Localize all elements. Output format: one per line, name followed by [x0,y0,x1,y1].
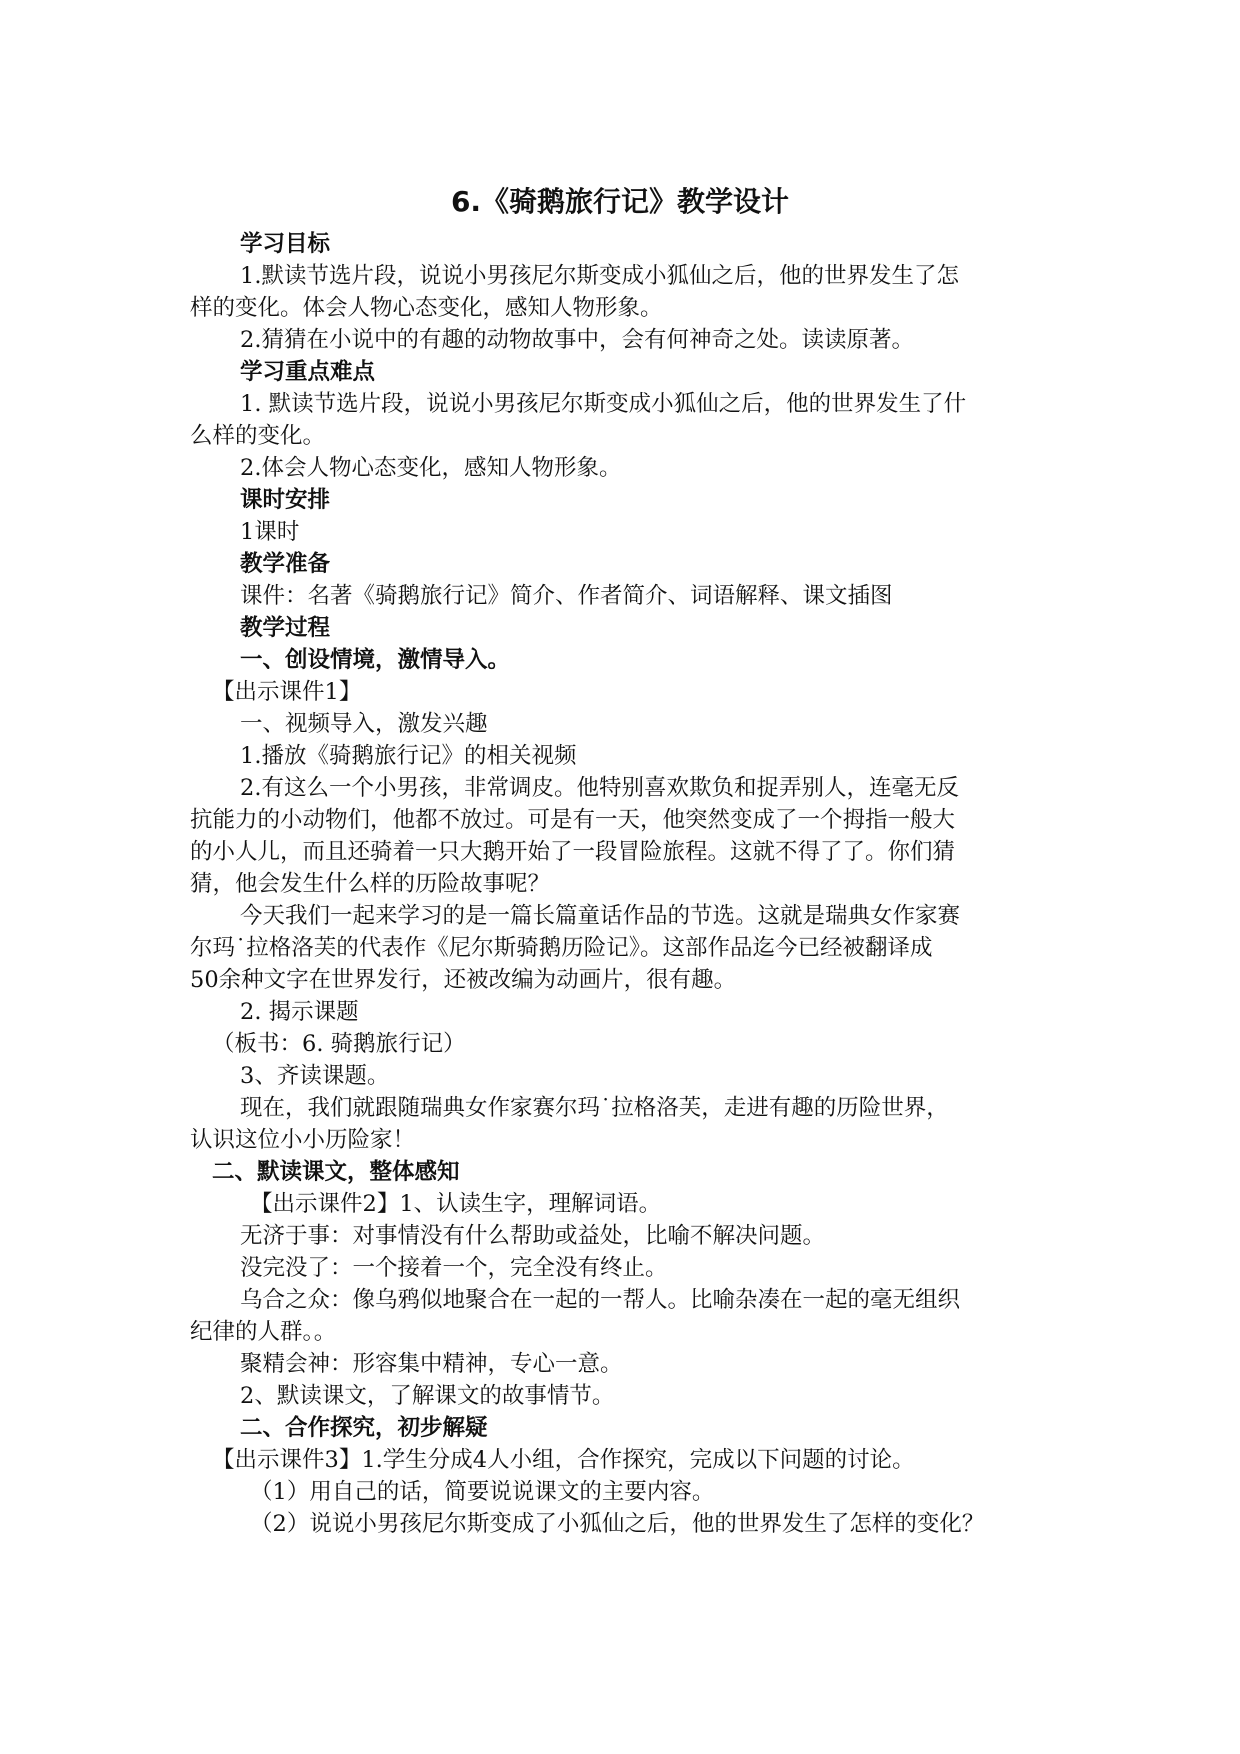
paragraph-line: 么样的变化。 [190,423,326,449]
paragraph-line: 猜，他会发生什么样的历险故事呢？ [190,871,551,897]
paragraph-line: 2、默读课文，了解课文的故事情节。 [240,1383,615,1409]
heading-preparation: 教学准备 [240,551,331,577]
paragraph-line: 今天我们一起来学习的是一篇长篇童话作品的节选。这就是瑞典女作家赛 [240,903,961,929]
paragraph-line: 认识这位小小历险家！ [190,1127,416,1153]
section-heading-3: 二、合作探究，初步解疑 [240,1415,488,1441]
paragraph-line: 2.有这么一个小男孩，非常调皮。他特别喜欢欺负和捉弄别人，连毫无反 [240,775,959,801]
paragraph-line: 【出示课件3】1.学生分成4人小组，合作探究，完成以下问题的讨论。 [212,1447,915,1473]
section-heading-2: 二、默读课文，整体感知 [212,1159,460,1185]
paragraph-line: 1.播放《骑鹅旅行记》的相关视频 [240,743,577,769]
paragraph-line: 3、齐读课题。 [240,1063,390,1089]
section-heading-1: 一、创设情境，激情导入。 [240,647,511,673]
paragraph-line: 样的变化。体会人物心态变化，感知人物形象。 [190,295,663,321]
paragraph-line: （1）用自己的话，简要说说课文的主要内容。 [250,1479,715,1505]
paragraph-line: 【出示课件1】 [212,679,362,705]
paragraph-line: 2.体会人物心态变化，感知人物形象。 [240,455,622,481]
heading-process: 教学过程 [240,615,331,641]
paragraph-line: 尔玛˙拉格洛芙的代表作《尼尔斯骑鹅历险记》。这部作品迄今已经被翻译成 [190,935,933,961]
paragraph-line: 的小人儿，而且还骑着一只大鹅开始了一段冒险旅程。这就不得了了。你们猜 [190,839,956,865]
paragraph-line: （板书：6. 骑鹅旅行记） [212,1031,466,1057]
paragraph-line: 50余种文字在世界发行，还被改编为动画片，很有趣。 [190,967,737,993]
paragraph-line: 没完没了：一个接着一个，完全没有终止。 [240,1255,668,1281]
document-title: 6.《骑鹅旅行记》教学设计 [450,185,790,218]
heading-key-points: 学习重点难点 [240,359,376,385]
paragraph-line: （2）说说小男孩尼尔斯变成了小狐仙之后，他的世界发生了怎样的变化？ [250,1511,985,1537]
paragraph-line: 1课时 [240,519,300,545]
paragraph-line: 2.猜猜在小说中的有趣的动物故事中，会有何神奇之处。读读原著。 [240,327,914,353]
paragraph-line: 现在，我们就跟随瑞典女作家赛尔玛˙拉格洛芙，走进有趣的历险世界， [240,1095,949,1121]
paragraph-line: 纪律的人群。。 [190,1319,337,1345]
paragraph-line: 无济于事：对事情没有什么帮助或益处，比喻不解决问题。 [240,1223,826,1249]
paragraph-line: 1. 默读节选片段，说说小男孩尼尔斯变成小狐仙之后，他的世界发生了什 [240,391,967,417]
paragraph-line: 2. 揭示课题 [240,999,359,1025]
paragraph-line: 课件：名著《骑鹅旅行记》简介、作者简介、词语解释、课文插图 [240,583,893,609]
heading-learning-goals: 学习目标 [240,231,331,257]
heading-schedule: 课时安排 [240,487,331,513]
paragraph-line: 【出示课件2】1、认读生字，理解词语。 [250,1191,662,1217]
paragraph-line: 1.默读节选片段，说说小男孩尼尔斯变成小狐仙之后，他的世界发生了怎 [240,263,959,289]
paragraph-line: 抗能力的小动物们，他都不放过。可是有一天，他突然变成了一个拇指一般大 [190,807,956,833]
paragraph-line: 一、视频导入，激发兴趣 [240,711,488,737]
paragraph-line: 聚精会神：形容集中精神，专心一意。 [240,1351,623,1377]
paragraph-line: 乌合之众：像乌鸦似地聚合在一起的一帮人。比喻杂凑在一起的毫无组织 [240,1287,961,1313]
